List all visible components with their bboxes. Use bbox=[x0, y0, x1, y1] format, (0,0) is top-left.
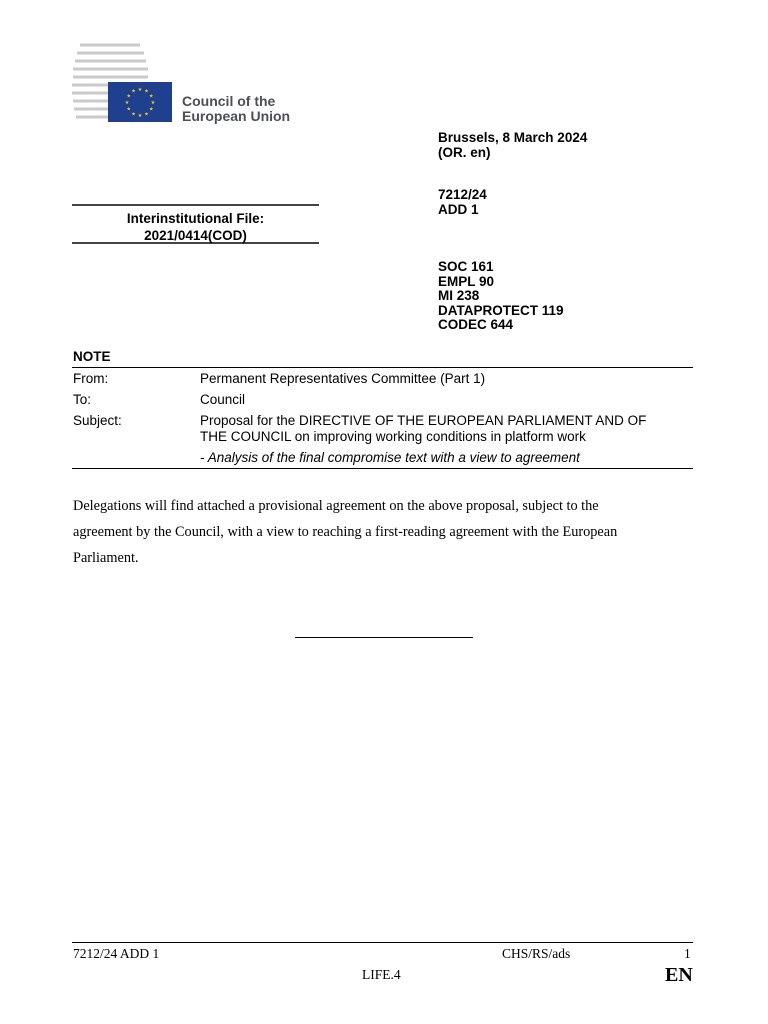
subject-line: THE COUNCIL on improving working conditions in platform work bbox=[200, 429, 586, 444]
svg-text:★: ★ bbox=[131, 111, 136, 118]
end-separator bbox=[295, 637, 473, 638]
svg-text:★: ★ bbox=[126, 93, 131, 100]
original-language: (OR. en) bbox=[438, 144, 491, 160]
footer-initials: CHS/RS/ads bbox=[502, 946, 571, 961]
body-line: Delegations will find attached a provisional agreement on the above proposal, subject to the bbox=[73, 498, 599, 514]
note-top-rule bbox=[72, 367, 693, 368]
to-label: To: bbox=[73, 392, 92, 407]
eu-flag-icon bbox=[108, 82, 172, 122]
svg-text:★: ★ bbox=[149, 93, 154, 100]
svg-text:★: ★ bbox=[137, 113, 143, 119]
footer-rule bbox=[72, 942, 693, 943]
subject-subtitle: - Analysis of the final compromise text with a view to agreement bbox=[200, 450, 580, 465]
svg-text:★: ★ bbox=[137, 87, 143, 93]
org-name bbox=[182, 94, 290, 124]
place-date: Brussels, 8 March 2024 bbox=[438, 130, 588, 145]
code-item: DATAPROTECT 119 bbox=[438, 302, 564, 318]
addendum: ADD 1 bbox=[438, 201, 479, 217]
doc-number: 7212/24 bbox=[438, 187, 487, 202]
code-item: CODEC 644 bbox=[438, 317, 514, 332]
interinstitutional-label: Interinstitutional File: bbox=[126, 211, 265, 226]
body-line: Parliament. bbox=[73, 550, 139, 566]
org-name-line1: Council of the bbox=[182, 93, 276, 109]
from-value: Permanent Representatives Committee (Part 1) bbox=[200, 371, 486, 386]
doc-number-block bbox=[438, 188, 487, 217]
codes-block bbox=[438, 260, 564, 333]
note-bottom-rule bbox=[72, 468, 693, 469]
note-title: NOTE bbox=[73, 349, 111, 364]
interinstitutional-value: 2021/0414(COD) bbox=[144, 228, 247, 243]
footer-page-number: 1 bbox=[684, 946, 691, 961]
svg-text:★: ★ bbox=[126, 106, 131, 113]
code-item: EMPL 90 bbox=[438, 273, 495, 289]
subject-line: Proposal for the DIRECTIVE OF THE EUROPEAN PARLIAMENT AND OF bbox=[200, 413, 647, 428]
body-paragraph bbox=[73, 493, 693, 571]
body-line: agreement by the Council, with a view to reaching a first-reading agreement with the European bbox=[73, 524, 618, 540]
svg-text:★: ★ bbox=[131, 88, 136, 95]
svg-text:★: ★ bbox=[150, 100, 156, 106]
code-item: MI 238 bbox=[438, 288, 480, 303]
from-label: From: bbox=[73, 371, 109, 386]
svg-text:★: ★ bbox=[149, 106, 154, 113]
svg-text:★: ★ bbox=[124, 100, 130, 106]
footer-doc-ref: 7212/24 ADD 1 bbox=[73, 946, 160, 961]
interinstitutional-file-box bbox=[72, 204, 319, 244]
svg-text:★: ★ bbox=[144, 88, 149, 95]
subject-value bbox=[200, 413, 695, 466]
svg-text:★: ★ bbox=[144, 111, 149, 118]
footer-language: EN bbox=[665, 964, 693, 986]
org-name-line2: European Union bbox=[182, 108, 291, 124]
subject-label: Subject: bbox=[73, 413, 122, 428]
code-item: SOC 161 bbox=[438, 259, 494, 274]
place-date-block bbox=[438, 131, 587, 160]
to-value: Council bbox=[200, 392, 246, 407]
footer-unit: LIFE.4 bbox=[362, 967, 401, 982]
